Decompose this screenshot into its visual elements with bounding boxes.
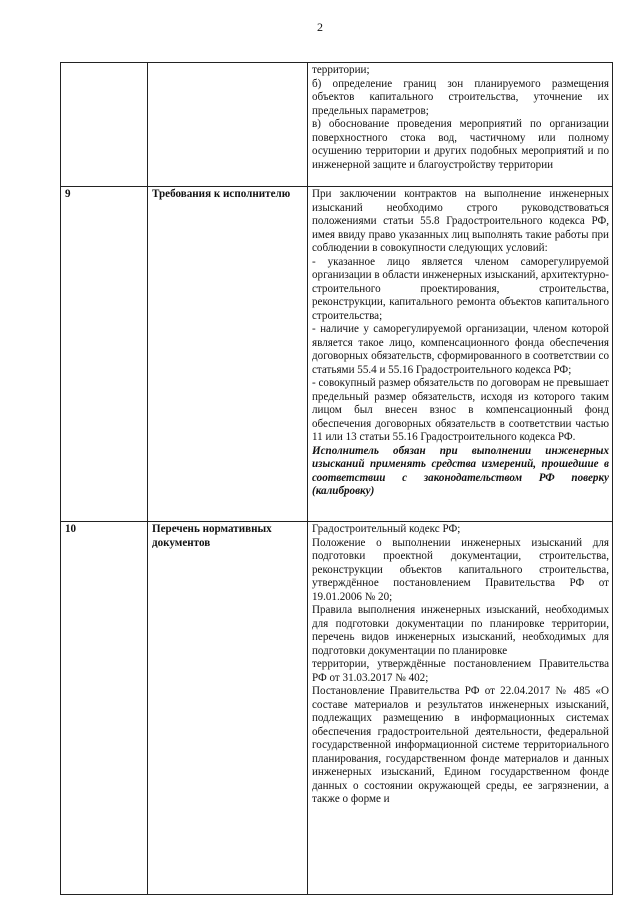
row-number-cell bbox=[61, 63, 148, 187]
table-row bbox=[61, 63, 613, 187]
row-title-cell: Перечень нормативных документов bbox=[148, 522, 308, 895]
table-row bbox=[61, 187, 613, 522]
content-paragraph: - совокупный размер обязательств по договорам не превышает предельный размер обязательств, исходя из которого таким лицом был внесен взнос в компенсационный фонд обеспечения договорных обязательств в соответствии частью 11 или 13 статьи 55.16 Градостроительного кодекса РФ. bbox=[312, 377, 609, 443]
row-number-cell: 10 bbox=[61, 522, 148, 895]
content-paragraph: - наличие у саморегулируемой организации, членом которой является такое лицо, компенсационного фонда обеспечения договорных обязательств, сформированного в соответствии со статьями 55.4 и 55.16 Градостроительного кодекса РФ; bbox=[312, 323, 609, 376]
row-content-cell bbox=[308, 63, 613, 187]
emphasis-paragraph: Исполнитель обязан при выполнении инженерных изысканий применять средства измерений, прошедшие в соответствии с законодательством РФ поверку (калибровку) bbox=[312, 444, 609, 497]
content-paragraph: При заключении контрактов на выполнение инженерных изысканий необходимо строго руководствоваться положениями статьи 55.8 Градостроительного кодекса РФ, имея ввиду право указанных лиц выполнять такие работы при соблюдении в совокупности следующих условий: bbox=[312, 188, 609, 254]
requirements-table bbox=[60, 62, 613, 895]
content-paragraph: территории; bbox=[312, 64, 370, 76]
row-content-cell bbox=[308, 187, 613, 522]
row-title-cell bbox=[148, 63, 308, 187]
content-paragraph: Постановление Правительства РФ от 22.04.2017 № 485 «О составе материалов и результатов инженерных изысканий, подлежащих размещению в информационных системах обеспечения градостроительной деятельности, федеральной государственной информационной системе территориального планирования, государственном фонде материалов и данных инженерных изысканий, Едином государственном фонде данных о состоянии окружающей среды, ее загрязнении, а также о форме и bbox=[312, 685, 609, 805]
content-paragraph: территории, утверждённые постановлением Правительства РФ от 31.03.2017 № 402; bbox=[312, 658, 609, 684]
row-title-cell: Требования к исполнителю bbox=[148, 187, 308, 522]
content-paragraph: Градостроительный кодекс РФ; bbox=[312, 523, 461, 535]
page-number: 2 bbox=[317, 20, 323, 34]
content-paragraph: в) обоснование проведения мероприятий по организации поверхностного стока вод, частичному или полному осушению территории и других подобных мероприятий и по инженерной защите и благоустройству территории bbox=[312, 118, 609, 171]
content-paragraph: - указанное лицо является членом саморегулируемой организации в области инженерных изысканий, архитектурно-строительного проектирования, строительства, реконструкции, капитального ремонта объектов капитального строительства; bbox=[312, 255, 609, 322]
content-paragraph: б) определение границ зон планируемого размещения объектов капитального строительства, уточнение их предельных параметров; bbox=[312, 77, 609, 117]
content-paragraph: Правила выполнения инженерных изысканий, необходимых для подготовки документации по планировке территории, перечень видов инженерных изысканий, необходимых для подготовки документации по планировке bbox=[312, 604, 609, 657]
row-content-cell bbox=[308, 522, 613, 895]
row-number-cell: 9 bbox=[61, 187, 148, 522]
table-row bbox=[61, 522, 613, 895]
content-paragraph: Положение о выполнении инженерных изысканий для подготовки проектной документации, строительства, реконструкции объектов капитального строительства, утверждённое постановлением Правительства РФ от 19.01.2006 № 20; bbox=[312, 536, 609, 603]
